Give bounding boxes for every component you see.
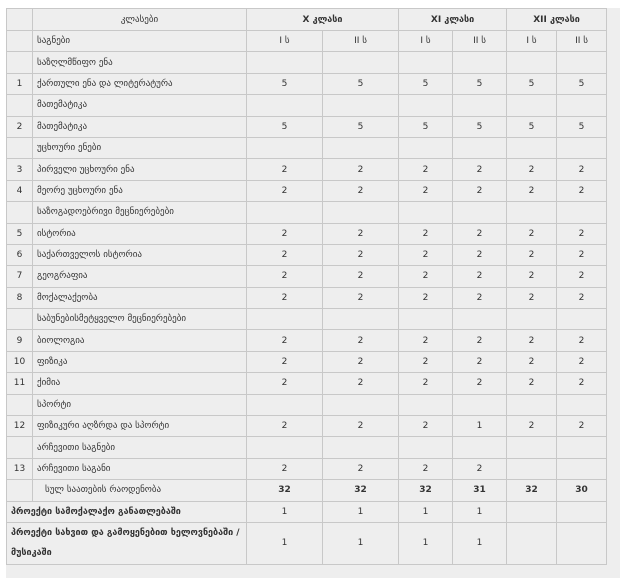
hours-cell: 5 xyxy=(323,73,399,94)
hours-cell: 2 xyxy=(323,223,399,244)
hours-cell: 2 xyxy=(399,287,453,308)
subject-name: ქიმია xyxy=(33,373,247,394)
subject-name: ქართული ენა და ლიტერატურა xyxy=(33,73,247,94)
hours-cell xyxy=(323,202,399,223)
hours-cell: 2 xyxy=(399,223,453,244)
hours-cell: 2 xyxy=(399,351,453,372)
subject-row xyxy=(7,416,607,437)
hours-cell xyxy=(453,95,507,116)
header-row-grades xyxy=(7,9,607,31)
hours-cell xyxy=(247,137,323,158)
project-hours-cell: 1 xyxy=(453,501,507,522)
hours-cell: 5 xyxy=(557,73,607,94)
hours-cell xyxy=(507,458,557,479)
hours-cell: 2 xyxy=(323,416,399,437)
header-grade-xi: XI კლასი xyxy=(399,9,507,31)
section-name: საბუნებისმეტყველო მეცნიერებები xyxy=(33,309,247,330)
section-name: საზღლმწიფო ენა xyxy=(33,52,247,73)
subject-row xyxy=(7,116,607,137)
subject-row xyxy=(7,223,607,244)
total-number xyxy=(7,480,33,501)
hours-cell xyxy=(247,95,323,116)
hours-cell xyxy=(453,202,507,223)
project-hours-cell: 1 xyxy=(399,501,453,522)
row-number: 2 xyxy=(7,116,33,137)
project-row xyxy=(7,522,607,564)
section-row xyxy=(7,394,607,415)
subject-name: მოქალაქეობა xyxy=(33,287,247,308)
project-hours-cell: 1 xyxy=(323,501,399,522)
hours-cell: 5 xyxy=(247,116,323,137)
hours-cell: 2 xyxy=(323,159,399,180)
hours-cell: 2 xyxy=(247,351,323,372)
hours-cell xyxy=(507,437,557,458)
row-number xyxy=(7,202,33,223)
header-semester: II ს xyxy=(453,31,507,52)
hours-cell: 2 xyxy=(507,373,557,394)
subject-name: არჩევითი საგანი xyxy=(33,458,247,479)
subject-row xyxy=(7,266,607,287)
hours-cell xyxy=(323,437,399,458)
hours-cell xyxy=(557,95,607,116)
hours-cell: 2 xyxy=(507,266,557,287)
hours-cell: 2 xyxy=(399,266,453,287)
header-corner xyxy=(7,9,33,31)
hours-cell: 2 xyxy=(557,416,607,437)
row-number xyxy=(7,95,33,116)
hours-cell xyxy=(247,52,323,73)
hours-cell xyxy=(557,202,607,223)
hours-cell: 2 xyxy=(557,287,607,308)
hours-cell xyxy=(323,52,399,73)
section-row xyxy=(7,52,607,73)
hours-cell: 2 xyxy=(507,223,557,244)
project-hours-cell xyxy=(557,501,607,522)
hours-cell xyxy=(507,394,557,415)
hours-cell: 2 xyxy=(453,287,507,308)
hours-cell: 2 xyxy=(399,244,453,265)
section-row xyxy=(7,202,607,223)
subject-row xyxy=(7,458,607,479)
subject-name: პირველი უცხოური ენა xyxy=(33,159,247,180)
project-row xyxy=(7,501,607,522)
hours-cell xyxy=(453,437,507,458)
total-label: სულ საათების რაოდენობა xyxy=(33,480,247,501)
hours-cell: 2 xyxy=(557,159,607,180)
project-hours-cell: 1 xyxy=(247,501,323,522)
row-number: 1 xyxy=(7,73,33,94)
hours-cell: 5 xyxy=(507,73,557,94)
subject-row xyxy=(7,244,607,265)
hours-cell: 2 xyxy=(323,266,399,287)
project-name: პროექტი სამოქალაქო განათლებაში xyxy=(7,501,247,522)
project-hours-cell xyxy=(507,522,557,564)
hours-cell: 2 xyxy=(247,458,323,479)
hours-cell: 2 xyxy=(507,244,557,265)
hours-cell: 2 xyxy=(507,351,557,372)
hours-cell: 2 xyxy=(507,416,557,437)
hours-cell: 2 xyxy=(247,244,323,265)
hours-cell xyxy=(323,137,399,158)
project-hours-cell xyxy=(557,522,607,564)
hours-cell: 2 xyxy=(453,330,507,351)
project-hours-cell xyxy=(507,501,557,522)
total-hours-cell: 32 xyxy=(399,480,453,501)
hours-cell: 1 xyxy=(453,416,507,437)
row-number xyxy=(7,437,33,458)
hours-cell xyxy=(507,309,557,330)
hours-cell xyxy=(557,394,607,415)
hours-cell xyxy=(323,394,399,415)
subject-row xyxy=(7,351,607,372)
hours-cell xyxy=(557,52,607,73)
hours-cell: 2 xyxy=(323,287,399,308)
subject-name: ფიზიკური აღზრდა და სპორტი xyxy=(33,416,247,437)
hours-cell: 2 xyxy=(453,351,507,372)
hours-cell xyxy=(507,95,557,116)
header-grade-x: X კლასი xyxy=(247,9,399,31)
row-number xyxy=(7,309,33,330)
project-hours-cell: 1 xyxy=(453,522,507,564)
hours-cell xyxy=(453,394,507,415)
hours-cell: 2 xyxy=(247,416,323,437)
section-name: არჩევითი საგნები xyxy=(33,437,247,458)
total-hours-cell: 32 xyxy=(323,480,399,501)
subject-row xyxy=(7,330,607,351)
section-name: უცხოური ენები xyxy=(33,137,247,158)
section-row xyxy=(7,437,607,458)
section-row xyxy=(7,309,607,330)
subject-name: ისტორია xyxy=(33,223,247,244)
subject-name: ბიოლოგია xyxy=(33,330,247,351)
row-number: 11 xyxy=(7,373,33,394)
hours-cell: 2 xyxy=(247,266,323,287)
hours-cell: 5 xyxy=(399,73,453,94)
section-name: მათემატიკა xyxy=(33,95,247,116)
hours-cell xyxy=(399,309,453,330)
header-semester: I ს xyxy=(507,31,557,52)
row-number: 8 xyxy=(7,287,33,308)
hours-cell: 2 xyxy=(453,223,507,244)
hours-cell xyxy=(247,309,323,330)
hours-cell: 2 xyxy=(399,458,453,479)
hours-cell xyxy=(453,52,507,73)
project-hours-cell: 1 xyxy=(323,522,399,564)
hours-cell xyxy=(557,437,607,458)
hours-cell: 5 xyxy=(453,116,507,137)
row-number: 13 xyxy=(7,458,33,479)
hours-cell: 2 xyxy=(323,244,399,265)
hours-cell: 5 xyxy=(247,73,323,94)
hours-cell xyxy=(399,437,453,458)
row-number xyxy=(7,137,33,158)
total-hours-cell: 30 xyxy=(557,480,607,501)
total-hours-cell: 32 xyxy=(507,480,557,501)
table-body xyxy=(7,9,607,565)
hours-cell: 2 xyxy=(323,351,399,372)
header-classes-label: კლასები xyxy=(33,9,247,31)
curriculum-table xyxy=(6,8,607,565)
hours-cell xyxy=(557,309,607,330)
section-row xyxy=(7,95,607,116)
hours-cell: 2 xyxy=(247,180,323,201)
header-semester: I ს xyxy=(399,31,453,52)
hours-cell xyxy=(247,394,323,415)
header-semester: II ს xyxy=(557,31,607,52)
hours-cell: 2 xyxy=(399,330,453,351)
hours-cell: 2 xyxy=(453,266,507,287)
hours-cell: 2 xyxy=(507,287,557,308)
hours-cell: 2 xyxy=(247,159,323,180)
project-hours-cell: 1 xyxy=(399,522,453,564)
project-hours-cell: 1 xyxy=(247,522,323,564)
hours-cell xyxy=(453,137,507,158)
hours-cell: 2 xyxy=(399,180,453,201)
hours-cell xyxy=(247,437,323,458)
hours-cell: 5 xyxy=(323,116,399,137)
hours-cell: 2 xyxy=(323,180,399,201)
row-number: 12 xyxy=(7,416,33,437)
section-name: საზოგადოებრივი მეცნიერებები xyxy=(33,202,247,223)
total-hours-cell: 31 xyxy=(453,480,507,501)
section-name: სპორტი xyxy=(33,394,247,415)
header-subjects-label: საგნები xyxy=(33,31,247,52)
hours-cell: 2 xyxy=(507,330,557,351)
hours-cell xyxy=(399,137,453,158)
section-row xyxy=(7,137,607,158)
subject-row xyxy=(7,73,607,94)
subject-name: მეორე უცხოური ენა xyxy=(33,180,247,201)
hours-cell: 2 xyxy=(453,180,507,201)
hours-cell: 2 xyxy=(453,244,507,265)
hours-cell: 2 xyxy=(453,159,507,180)
hours-cell: 2 xyxy=(399,373,453,394)
header-row-semesters xyxy=(7,31,607,52)
row-number: 6 xyxy=(7,244,33,265)
hours-cell: 2 xyxy=(557,373,607,394)
hours-cell: 2 xyxy=(247,373,323,394)
hours-cell xyxy=(557,137,607,158)
header-semester: I ს xyxy=(247,31,323,52)
hours-cell xyxy=(399,202,453,223)
hours-cell: 2 xyxy=(557,266,607,287)
hours-cell: 5 xyxy=(557,116,607,137)
project-name: პროექტი სახვით და გამოყენებით ხელოვნებაში / მუსიკაში xyxy=(7,522,247,564)
subject-name: გეოგრაფია xyxy=(33,266,247,287)
hours-cell xyxy=(399,394,453,415)
total-row xyxy=(7,480,607,501)
subject-row xyxy=(7,180,607,201)
hours-cell: 2 xyxy=(247,330,323,351)
row-number: 3 xyxy=(7,159,33,180)
subject-name: საქართველოს ისტორია xyxy=(33,244,247,265)
hours-cell: 5 xyxy=(399,116,453,137)
hours-cell: 2 xyxy=(557,330,607,351)
row-number: 5 xyxy=(7,223,33,244)
subject-row xyxy=(7,287,607,308)
hours-cell: 2 xyxy=(323,458,399,479)
hours-cell xyxy=(557,458,607,479)
row-number: 9 xyxy=(7,330,33,351)
row-number xyxy=(7,52,33,73)
hours-cell: 2 xyxy=(507,180,557,201)
hours-cell: 2 xyxy=(247,223,323,244)
hours-cell: 2 xyxy=(507,159,557,180)
subject-name: ფიზიკა xyxy=(33,351,247,372)
subject-name: მათემატიკა xyxy=(33,116,247,137)
row-number xyxy=(7,394,33,415)
header-corner-2 xyxy=(7,31,33,52)
hours-cell xyxy=(507,202,557,223)
row-number: 7 xyxy=(7,266,33,287)
hours-cell: 5 xyxy=(453,73,507,94)
row-number: 10 xyxy=(7,351,33,372)
hours-cell: 2 xyxy=(399,416,453,437)
header-semester: II ს xyxy=(323,31,399,52)
hours-cell xyxy=(399,95,453,116)
hours-cell: 2 xyxy=(557,351,607,372)
hours-cell: 2 xyxy=(323,330,399,351)
row-number: 4 xyxy=(7,180,33,201)
hours-cell: 2 xyxy=(399,159,453,180)
hours-cell: 5 xyxy=(507,116,557,137)
hours-cell: 2 xyxy=(453,373,507,394)
hours-cell xyxy=(453,309,507,330)
total-hours-cell: 32 xyxy=(247,480,323,501)
hours-cell xyxy=(247,202,323,223)
hours-cell: 2 xyxy=(557,223,607,244)
hours-cell xyxy=(507,52,557,73)
header-grade-xii: XII კლასი xyxy=(507,9,607,31)
hours-cell: 2 xyxy=(247,287,323,308)
hours-cell: 2 xyxy=(453,458,507,479)
subject-row xyxy=(7,159,607,180)
hours-cell xyxy=(507,137,557,158)
hours-cell xyxy=(399,52,453,73)
hours-cell: 2 xyxy=(557,180,607,201)
hours-cell xyxy=(323,309,399,330)
hours-cell: 2 xyxy=(323,373,399,394)
hours-cell xyxy=(323,95,399,116)
hours-cell: 2 xyxy=(557,244,607,265)
subject-row xyxy=(7,373,607,394)
